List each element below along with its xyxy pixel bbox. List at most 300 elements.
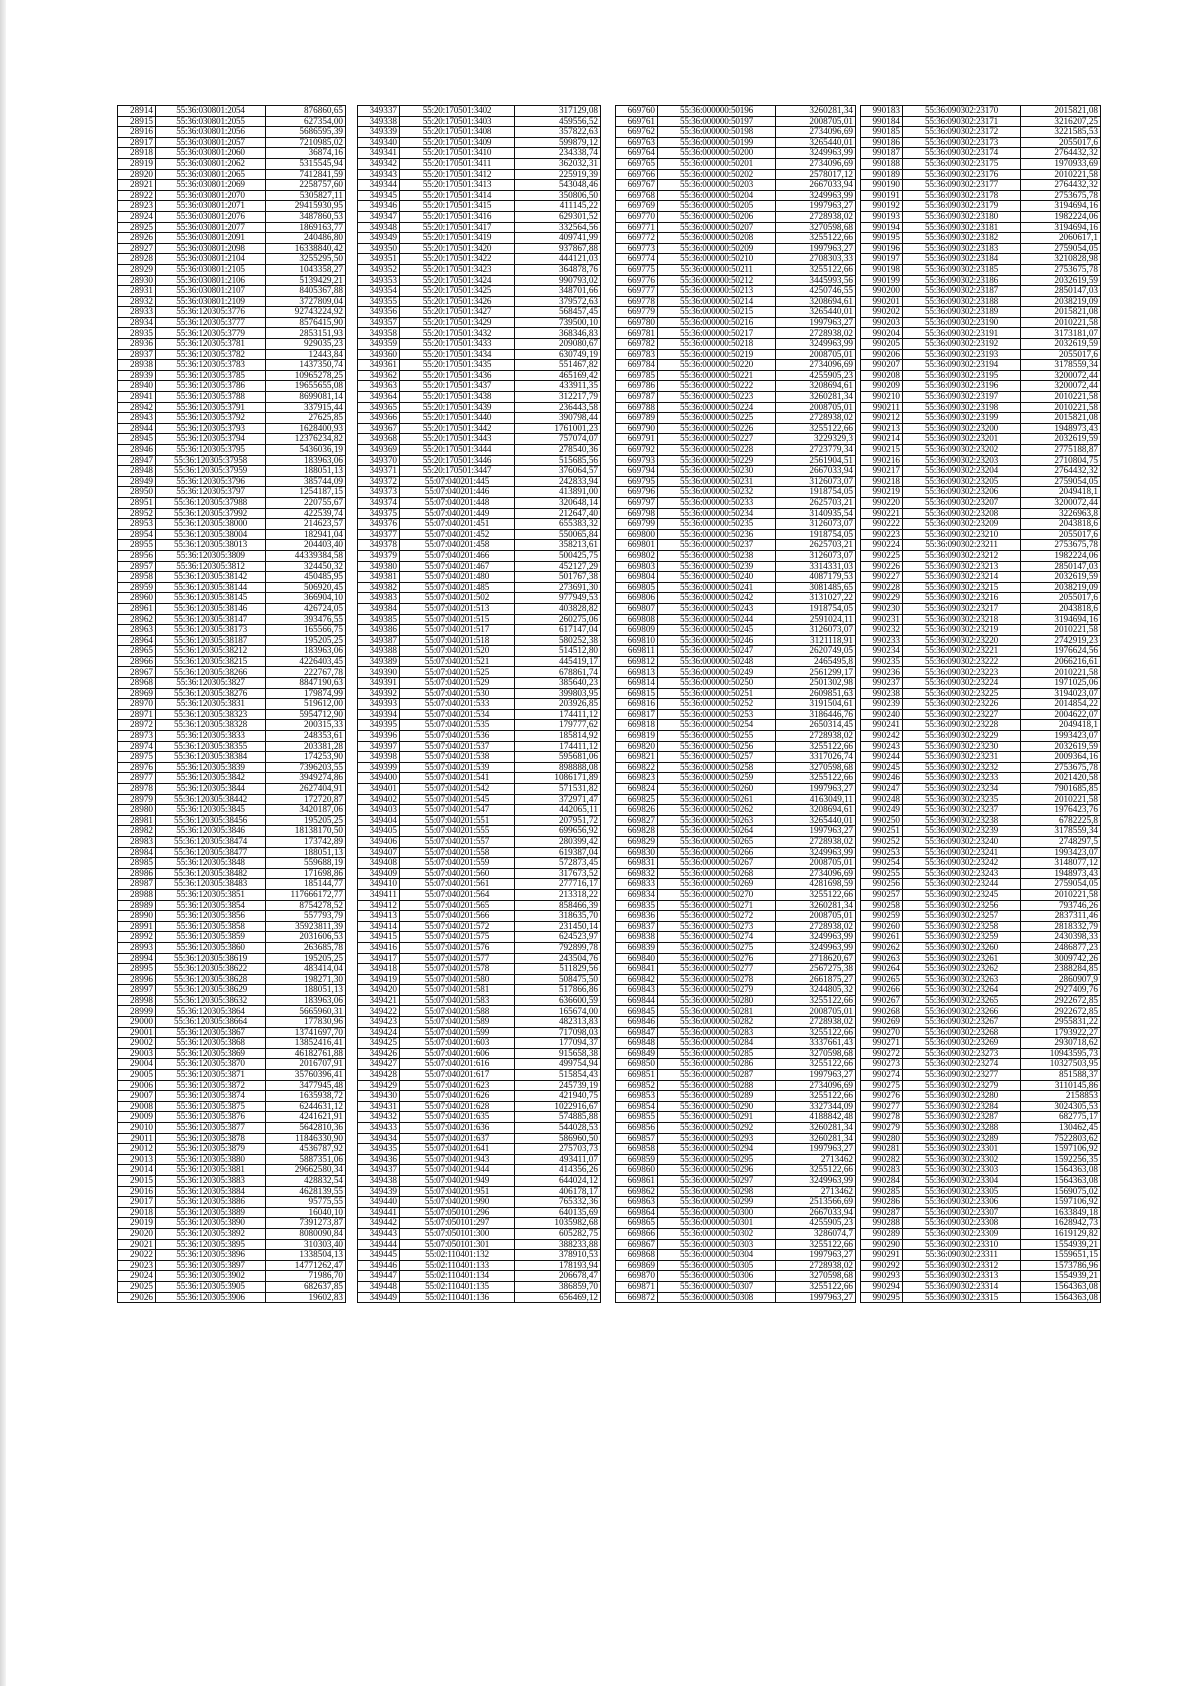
cadastral-number: 55:36:030801:2062 <box>156 158 266 169</box>
cadastral-number: 55:36:000000:50199 <box>658 137 776 148</box>
table-row <box>861 582 1101 593</box>
row-number: 990187 <box>861 148 903 159</box>
table-row <box>118 985 346 996</box>
table-row <box>118 582 346 593</box>
cadastral-value: 627354,00 <box>266 116 346 127</box>
row-number: 990207 <box>861 360 903 371</box>
row-number: 349418 <box>358 964 400 975</box>
row-number: 669796 <box>616 487 658 498</box>
row-number: 349415 <box>358 932 400 943</box>
table-row <box>358 911 601 922</box>
table-row <box>358 773 601 784</box>
cadastral-value: 595681,06 <box>515 752 601 763</box>
row-number: 28951 <box>118 497 156 508</box>
cadastral-value: 1869163,77 <box>266 222 346 233</box>
table-row <box>861 550 1101 561</box>
cadastral-number: 55:36:120305:38144 <box>156 582 266 593</box>
cadastral-value: 2038219,09 <box>1021 296 1101 307</box>
table-row <box>616 158 856 169</box>
row-number: 669813 <box>616 667 658 678</box>
table-row <box>118 127 346 138</box>
cadastral-value: 445419,17 <box>515 656 601 667</box>
cadastral-value: 459556,52 <box>515 116 601 127</box>
cadastral-number: 55:36:000000:50272 <box>658 911 776 922</box>
cadastral-number: 55:36:120305:3892 <box>156 1228 266 1239</box>
cadastral-number: 55:07:040201:603 <box>400 1038 515 1049</box>
cadastral-number: 55:07:040201:628 <box>400 1101 515 1112</box>
cadastral-number: 55:36:120305:37958 <box>156 455 266 466</box>
row-number: 990192 <box>861 201 903 212</box>
row-number: 28980 <box>118 805 156 816</box>
row-number: 28969 <box>118 688 156 699</box>
table-row <box>358 307 601 318</box>
cadastral-value: 2032619,59 <box>1021 275 1101 286</box>
row-number: 28928 <box>118 254 156 265</box>
cadastral-value: 2734096,69 <box>776 360 856 371</box>
table-row <box>616 1281 856 1292</box>
cadastral-number: 55:36:120305:3782 <box>156 349 266 360</box>
row-number: 990213 <box>861 423 903 434</box>
table-row <box>616 720 856 731</box>
row-number: 349427 <box>358 1059 400 1070</box>
row-number: 669807 <box>616 603 658 614</box>
cadastral-number: 55:36:090302:23277 <box>903 1070 1021 1081</box>
cadastral-value: 3255122,66 <box>776 264 856 275</box>
cadastral-value: 2008705,01 <box>776 402 856 413</box>
table-row <box>616 656 856 667</box>
row-number: 28981 <box>118 815 156 826</box>
cadastral-value: 2667033,94 <box>776 180 856 191</box>
row-number: 669790 <box>616 423 658 434</box>
cadastral-number: 55:20:170501:3410 <box>400 148 515 159</box>
table-row <box>616 127 856 138</box>
cadastral-number: 55:36:120305:3895 <box>156 1239 266 1250</box>
cadastral-number: 55:36:120305:3869 <box>156 1048 266 1059</box>
cadastral-number: 55:36:090302:23289 <box>903 1133 1021 1144</box>
row-number: 990193 <box>861 211 903 222</box>
cadastral-value: 655383,32 <box>515 519 601 530</box>
cadastral-value: 3208694,61 <box>776 805 856 816</box>
cadastral-number: 55:20:170501:3440 <box>400 413 515 424</box>
row-number: 990220 <box>861 497 903 508</box>
table-row <box>118 1260 346 1271</box>
row-number: 990268 <box>861 1006 903 1017</box>
table-row <box>616 921 856 932</box>
row-number: 349448 <box>358 1281 400 1292</box>
table-row <box>616 1112 856 1123</box>
row-number: 349431 <box>358 1101 400 1112</box>
table-row <box>358 328 601 339</box>
cadastral-value: 3255122,66 <box>776 741 856 752</box>
cadastral-number: 55:02:110401:134 <box>400 1271 515 1282</box>
table-row <box>358 741 601 752</box>
table-row <box>118 1281 346 1292</box>
cadastral-value: 2465495,8 <box>776 656 856 667</box>
cadastral-number: 55:36:030801:2077 <box>156 222 266 233</box>
cadastral-number: 55:36:120305:3793 <box>156 423 266 434</box>
table-row <box>861 784 1101 795</box>
table-row <box>118 1133 346 1144</box>
cadastral-number: 55:36:090302:23186 <box>903 275 1021 286</box>
cadastral-number: 55:36:090302:23212 <box>903 550 1021 561</box>
cadastral-value: 568457,45 <box>515 307 601 318</box>
cadastral-value: 3727809,04 <box>266 296 346 307</box>
cadastral-number: 55:36:000000:50292 <box>658 1123 776 1134</box>
row-number: 990263 <box>861 953 903 964</box>
cadastral-number: 55:07:040201:575 <box>400 932 515 943</box>
cadastral-value: 1437350,74 <box>266 360 346 371</box>
row-number: 669838 <box>616 932 658 943</box>
table-row <box>861 434 1101 445</box>
cadastral-number: 55:36:090302:23178 <box>903 190 1021 201</box>
table-row <box>861 720 1101 731</box>
cadastral-number: 55:36:120305:3872 <box>156 1080 266 1091</box>
cadastral-value: 177830,96 <box>266 1017 346 1028</box>
table-row <box>358 678 601 689</box>
cadastral-number: 55:36:090302:23201 <box>903 434 1021 445</box>
cadastral-number: 55:36:000000:50205 <box>658 201 776 212</box>
table-row <box>861 402 1101 413</box>
cadastral-value: 519612,00 <box>266 699 346 710</box>
cadastral-value: 240486,80 <box>266 233 346 244</box>
cadastral-value: 2713462 <box>776 1186 856 1197</box>
cadastral-value: 6244631,12 <box>266 1101 346 1112</box>
cadastral-value: 2753675,78 <box>1021 762 1101 773</box>
cadastral-number: 55:36:090302:23268 <box>903 1027 1021 1038</box>
cadastral-value: 174411,12 <box>515 709 601 720</box>
row-number: 669811 <box>616 646 658 657</box>
cadastral-number: 55:36:000000:50233 <box>658 497 776 508</box>
cadastral-value: 3260281,34 <box>776 1123 856 1134</box>
cadastral-value: 1035982,68 <box>515 1218 601 1229</box>
cadastral-number: 55:36:000000:50230 <box>658 466 776 477</box>
cadastral-value: 2853151,93 <box>266 328 346 339</box>
cadastral-value: 3131027,22 <box>776 593 856 604</box>
cadastral-value: 183963,06 <box>266 995 346 1006</box>
row-number: 28950 <box>118 487 156 498</box>
cadastral-value: 2015821,08 <box>1021 413 1101 424</box>
table-row <box>358 392 601 403</box>
table-row <box>118 678 346 689</box>
cadastral-number: 55:36:030801:2098 <box>156 243 266 254</box>
table-row <box>861 1112 1101 1123</box>
cadastral-number: 55:07:040201:558 <box>400 847 515 858</box>
cadastral-number: 55:36:090302:23226 <box>903 699 1021 710</box>
row-number: 669763 <box>616 137 658 148</box>
table-row <box>616 540 856 551</box>
table-row <box>616 402 856 413</box>
cadastral-value: 765332,36 <box>515 1197 601 1208</box>
row-number: 669862 <box>616 1186 658 1197</box>
row-number: 669774 <box>616 254 658 265</box>
table-row <box>358 836 601 847</box>
table-row <box>861 423 1101 434</box>
cadastral-value: 2021420,58 <box>1021 773 1101 784</box>
table-row <box>616 1186 856 1197</box>
cadastral-number: 55:20:170501:3443 <box>400 434 515 445</box>
cadastral-value: 1982224,06 <box>1021 211 1101 222</box>
cadastral-value: 2158853 <box>1021 1091 1101 1102</box>
cadastral-value: 2060617,1 <box>1021 233 1101 244</box>
table-row <box>861 805 1101 816</box>
row-number: 349403 <box>358 805 400 816</box>
cadastral-value: 3317026,74 <box>776 752 856 763</box>
row-number: 349397 <box>358 741 400 752</box>
cadastral-value: 1948973,43 <box>1021 868 1101 879</box>
cadastral-value: 682637,85 <box>266 1281 346 1292</box>
table-row <box>118 932 346 943</box>
row-number: 669865 <box>616 1218 658 1229</box>
table-row <box>118 233 346 244</box>
cadastral-number: 55:36:030801:2071 <box>156 201 266 212</box>
row-number: 28963 <box>118 625 156 636</box>
cadastral-number: 55:36:090302:23189 <box>903 307 1021 318</box>
row-number: 669863 <box>616 1197 658 1208</box>
row-number: 349362 <box>358 370 400 381</box>
cadastral-value: 2388284,85 <box>1021 964 1101 975</box>
table-row <box>118 709 346 720</box>
table-row <box>861 233 1101 244</box>
row-number: 669854 <box>616 1101 658 1112</box>
cadastral-value: 929035,23 <box>266 339 346 350</box>
cadastral-value: 2625703,21 <box>776 540 856 551</box>
cadastral-value: 312217,79 <box>515 392 601 403</box>
row-number: 28917 <box>118 137 156 148</box>
cadastral-number: 55:07:040201:583 <box>400 995 515 1006</box>
cadastral-number: 55:36:090302:23228 <box>903 720 1021 731</box>
row-number: 990246 <box>861 773 903 784</box>
row-number: 28993 <box>118 942 156 953</box>
row-number: 990282 <box>861 1154 903 1165</box>
row-number: 990206 <box>861 349 903 360</box>
table-row <box>358 879 601 890</box>
row-number: 28988 <box>118 889 156 900</box>
table-row <box>118 1038 346 1049</box>
cadastral-number: 55:36:120305:3812 <box>156 561 266 572</box>
cadastral-number: 55:36:090302:23305 <box>903 1186 1021 1197</box>
table-row <box>861 392 1101 403</box>
cadastral-value: 1997963,27 <box>776 1070 856 1081</box>
row-number: 990221 <box>861 508 903 519</box>
row-number: 990249 <box>861 805 903 816</box>
cadastral-value: 4087179,53 <box>776 572 856 583</box>
cadastral-value: 2591024,11 <box>776 614 856 625</box>
cadastral-value: 2850147,03 <box>1021 286 1101 297</box>
table-row <box>358 603 601 614</box>
cadastral-number: 55:36:090302:23232 <box>903 762 1021 773</box>
cadastral-number: 55:36:120305:3858 <box>156 921 266 932</box>
row-number: 669787 <box>616 392 658 403</box>
cadastral-value: 222767,78 <box>266 667 346 678</box>
table-row <box>358 296 601 307</box>
cadastral-number: 55:36:000000:50227 <box>658 434 776 445</box>
row-number: 669778 <box>616 296 658 307</box>
cadastral-value: 4241621,91 <box>266 1112 346 1123</box>
cadastral-value: 204403,40 <box>266 540 346 551</box>
cadastral-number: 55:36:000000:50231 <box>658 476 776 487</box>
cadastral-number: 55:36:090302:23263 <box>903 974 1021 985</box>
table-row <box>118 296 346 307</box>
row-number: 990261 <box>861 932 903 943</box>
cadastral-value: 517866,86 <box>515 985 601 996</box>
cadastral-value: 1592256,35 <box>1021 1154 1101 1165</box>
table-row <box>616 582 856 593</box>
row-number: 990205 <box>861 339 903 350</box>
table-row <box>358 275 601 286</box>
cadastral-value: 3255122,66 <box>776 1091 856 1102</box>
cadastral-value: 95775,55 <box>266 1197 346 1208</box>
cadastral-number: 55:07:040201:449 <box>400 508 515 519</box>
row-number: 349409 <box>358 868 400 879</box>
table-row <box>358 974 601 985</box>
cadastral-number: 55:36:120305:37988 <box>156 497 266 508</box>
cadastral-value: 2032619,59 <box>1021 434 1101 445</box>
cadastral-number: 55:36:090302:23225 <box>903 688 1021 699</box>
cadastral-number: 55:36:120305:38619 <box>156 953 266 964</box>
row-number: 669806 <box>616 593 658 604</box>
cadastral-value: 2667033,94 <box>776 466 856 477</box>
table-row <box>118 752 346 763</box>
table-row <box>118 1144 346 1155</box>
table-row <box>861 106 1101 117</box>
cadastral-value: 3221585,53 <box>1021 127 1101 138</box>
table-row <box>616 434 856 445</box>
row-number: 990274 <box>861 1070 903 1081</box>
row-number: 29020 <box>118 1228 156 1239</box>
cadastral-value: 3249963,99 <box>776 190 856 201</box>
cadastral-value: 3265440,01 <box>776 815 856 826</box>
cadastral-number: 55:07:040201:542 <box>400 784 515 795</box>
table-row <box>118 381 346 392</box>
row-number: 349424 <box>358 1027 400 1038</box>
cadastral-number: 55:20:170501:3437 <box>400 381 515 392</box>
table-row <box>118 646 346 657</box>
table-row <box>861 296 1101 307</box>
cadastral-value: 508475,50 <box>515 974 601 985</box>
row-number: 990240 <box>861 709 903 720</box>
cadastral-value: 506920,45 <box>266 582 346 593</box>
cadastral-value: 403828,82 <box>515 603 601 614</box>
cadastral-number: 55:36:090302:23182 <box>903 233 1021 244</box>
row-number: 349365 <box>358 402 400 413</box>
table-row <box>616 487 856 498</box>
cadastral-value: 3260281,34 <box>776 392 856 403</box>
row-number: 349371 <box>358 466 400 477</box>
row-number: 28931 <box>118 286 156 297</box>
table-row <box>358 942 601 953</box>
cadastral-number: 55:36:090302:23304 <box>903 1175 1021 1186</box>
table-row <box>358 699 601 710</box>
table-row <box>861 762 1101 773</box>
cadastral-number: 55:36:000000:50305 <box>658 1260 776 1271</box>
cadastral-value: 3270598,68 <box>776 222 856 233</box>
cadastral-number: 55:36:090302:23258 <box>903 921 1021 932</box>
table-row <box>861 889 1101 900</box>
cadastral-number: 55:07:040201:637 <box>400 1133 515 1144</box>
cadastral-value: 1559651,15 <box>1021 1250 1101 1261</box>
table-row <box>358 158 601 169</box>
cadastral-value: 1976624,56 <box>1021 646 1101 657</box>
table-row <box>616 264 856 275</box>
cadastral-number: 55:36:000000:50224 <box>658 402 776 413</box>
row-number: 29023 <box>118 1260 156 1271</box>
row-number: 669817 <box>616 709 658 720</box>
row-number: 990254 <box>861 858 903 869</box>
cadastral-value: 3229329,3 <box>776 434 856 445</box>
cadastral-number: 55:36:090302:23240 <box>903 836 1021 847</box>
row-number: 349447 <box>358 1271 400 1282</box>
table-row <box>616 858 856 869</box>
cadastral-value: 7412841,59 <box>266 169 346 180</box>
cadastral-number: 55:36:120305:3776 <box>156 307 266 318</box>
cadastral-number: 55:36:090302:23198 <box>903 402 1021 413</box>
row-number: 28941 <box>118 392 156 403</box>
cadastral-value: 165566,75 <box>266 625 346 636</box>
cadastral-number: 55:36:090302:23310 <box>903 1239 1021 1250</box>
table-row <box>616 106 856 117</box>
row-number: 349391 <box>358 678 400 689</box>
table-row <box>118 699 346 710</box>
row-number: 349343 <box>358 169 400 180</box>
row-number: 669869 <box>616 1260 658 1271</box>
table-row <box>118 529 346 540</box>
table-row <box>358 614 601 625</box>
table-row <box>616 1165 856 1176</box>
cadastral-number: 55:07:040201:517 <box>400 625 515 636</box>
row-number: 990202 <box>861 307 903 318</box>
cadastral-number: 55:36:030801:2065 <box>156 169 266 180</box>
table-row <box>118 1175 346 1186</box>
row-number: 990230 <box>861 603 903 614</box>
cadastral-value: 644024,12 <box>515 1175 601 1186</box>
row-number: 29024 <box>118 1271 156 1282</box>
row-number: 669825 <box>616 794 658 805</box>
cadastral-value: 318635,70 <box>515 911 601 922</box>
table-row <box>616 1133 856 1144</box>
cadastral-number: 55:36:120305:38477 <box>156 847 266 858</box>
cadastral-value: 3260281,34 <box>776 106 856 117</box>
table-row <box>861 667 1101 678</box>
table-row <box>861 1186 1101 1197</box>
cadastral-number: 55:36:000000:50259 <box>658 773 776 784</box>
cadastral-value: 213318,22 <box>515 889 601 900</box>
row-number: 990294 <box>861 1281 903 1292</box>
cadastral-value: 8576415,90 <box>266 317 346 328</box>
row-number: 28996 <box>118 974 156 985</box>
cadastral-value: 3140935,54 <box>776 508 856 519</box>
row-number: 669834 <box>616 889 658 900</box>
table-row <box>358 1165 601 1176</box>
cadastral-value: 320648,14 <box>515 497 601 508</box>
cadastral-number: 55:36:000000:50223 <box>658 392 776 403</box>
table-row <box>616 741 856 752</box>
cadastral-number: 55:36:000000:50299 <box>658 1197 776 1208</box>
row-number: 349347 <box>358 211 400 222</box>
cadastral-number: 55:36:120305:3839 <box>156 762 266 773</box>
row-number: 28976 <box>118 762 156 773</box>
cadastral-value: 1761001,23 <box>515 423 601 434</box>
row-number: 349413 <box>358 911 400 922</box>
cadastral-value: 574885,88 <box>515 1112 601 1123</box>
cadastral-number: 55:36:090302:23207 <box>903 497 1021 508</box>
table-row <box>861 953 1101 964</box>
row-number: 349345 <box>358 190 400 201</box>
cadastral-value: 2728938,02 <box>776 211 856 222</box>
cadastral-number: 55:36:000000:50266 <box>658 847 776 858</box>
row-number: 990253 <box>861 847 903 858</box>
cadastral-value: 2667033,94 <box>776 1207 856 1218</box>
table-row <box>118 635 346 646</box>
